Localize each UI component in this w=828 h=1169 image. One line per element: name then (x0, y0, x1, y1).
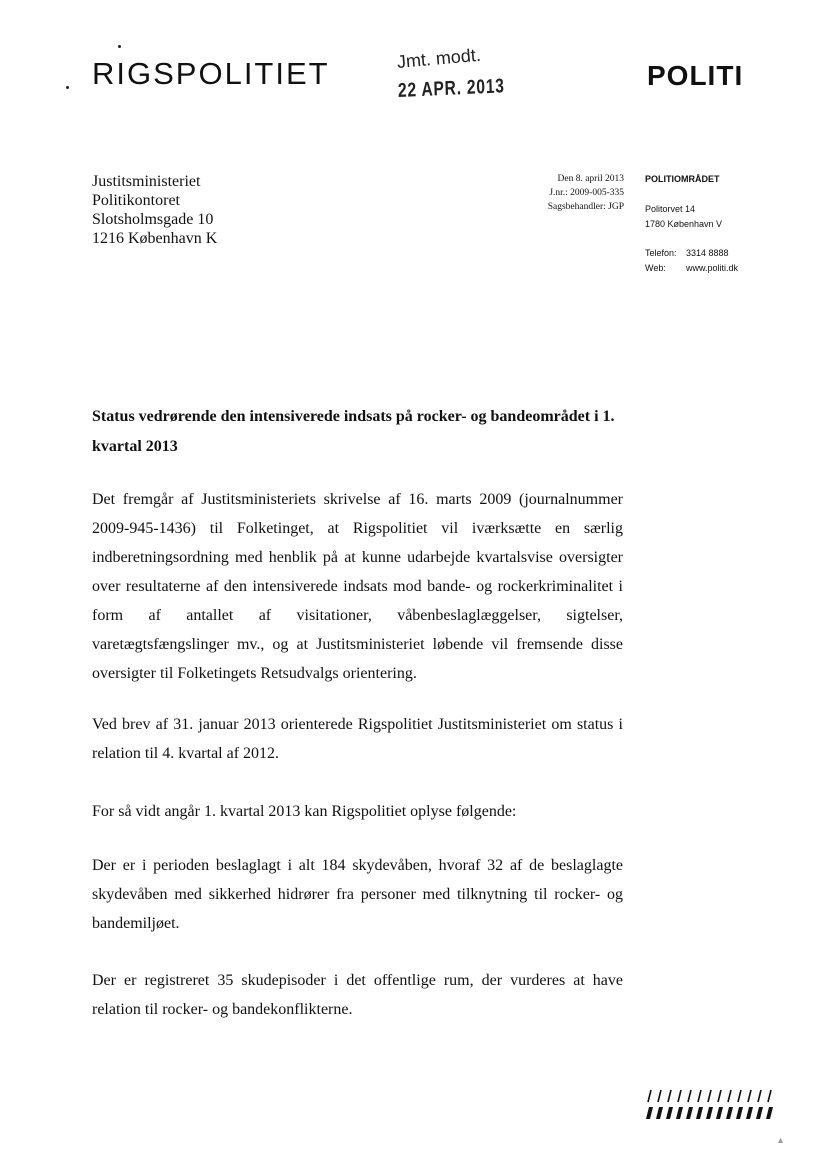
sender-web: www.politi.dk (686, 263, 739, 273)
sender-phone: 3314 8888 (686, 248, 729, 258)
organization-name: RIGSPOLITIET (92, 56, 330, 91)
recipient-line: Politikontoret (92, 192, 180, 209)
recipient-line: Justitsministeriet (92, 173, 201, 190)
sender-street: Politorvet 14 (645, 204, 696, 214)
body-paragraph: Der er registreret 35 skudepisoder i det offentlige rum, der vurderes at have relation til rocker- og bandekonflikterne. (92, 972, 623, 1018)
body-paragraph: For så vidt angår 1. kvartal 2013 kan Rigspolitiet oplyse følgende: (92, 803, 517, 820)
received-stamp-date: 22 APR. 2013 (397, 75, 506, 102)
sender-web-label: Web: (645, 263, 666, 273)
recipient-line: 1216 København K (92, 230, 218, 247)
case-handler: Sagsbehandler: JGP (547, 202, 624, 212)
sender-phone-label: Telefon: (645, 248, 677, 258)
body-paragraph: Det fremgår af Justitsministeriets skrivelse af 16. marts 2009 (journalnummer 2009-945-1436) til Folketinget, at Rigspolitiet vil iværksætte en særlig indberetningsordning med henblik på at kunne udarbejde kvartalsvise oversigter over resultaterne af den intensiverede indsats mod bande- og rockerkriminalitet i form af antallet af visitationer, våbenbeslaglæggelser, sigtelser, varetægtsfængslinger mv., og at Justitsministeriet løbende vil fremsende disse oversigter til Folketingets Retsudvalgs orientering. (92, 491, 623, 682)
journal-number: J.nr.: 2009-005-335 (549, 188, 624, 198)
letter-date: Den 8. april 2013 (557, 174, 624, 184)
sender-area: POLITIOMRÅDET (645, 174, 720, 184)
footer-stripe-pattern-bold (645, 1106, 775, 1120)
scan-mark (778, 1130, 783, 1135)
footer-stripe-pattern (645, 1089, 775, 1103)
letter-subject: Status vedrørende den intensiverede indsats på rocker- og bandeområdet i 1. kvartal 2013 (92, 408, 615, 455)
scan-speck (118, 45, 121, 48)
recipient-line: Slotsholmsgade 10 (92, 211, 214, 228)
politi-logo: POLITI (647, 60, 744, 91)
sender-city: 1780 København V (645, 219, 723, 229)
received-stamp-label: Jmt. modt. (396, 44, 482, 72)
body-paragraph: Ved brev af 31. januar 2013 orienterede Rigspolitiet Justitsministeriet om status i relation til 4. kvartal af 2012. (92, 716, 623, 762)
body-paragraph: Der er i perioden beslaglagt i alt 184 skydevåben, hvoraf 32 af de beslaglagte skydevåben med sikkerhed hidrører fra personer med tilknytning til rocker- og bandemiljøet. (92, 857, 623, 932)
scan-speck (66, 86, 69, 89)
